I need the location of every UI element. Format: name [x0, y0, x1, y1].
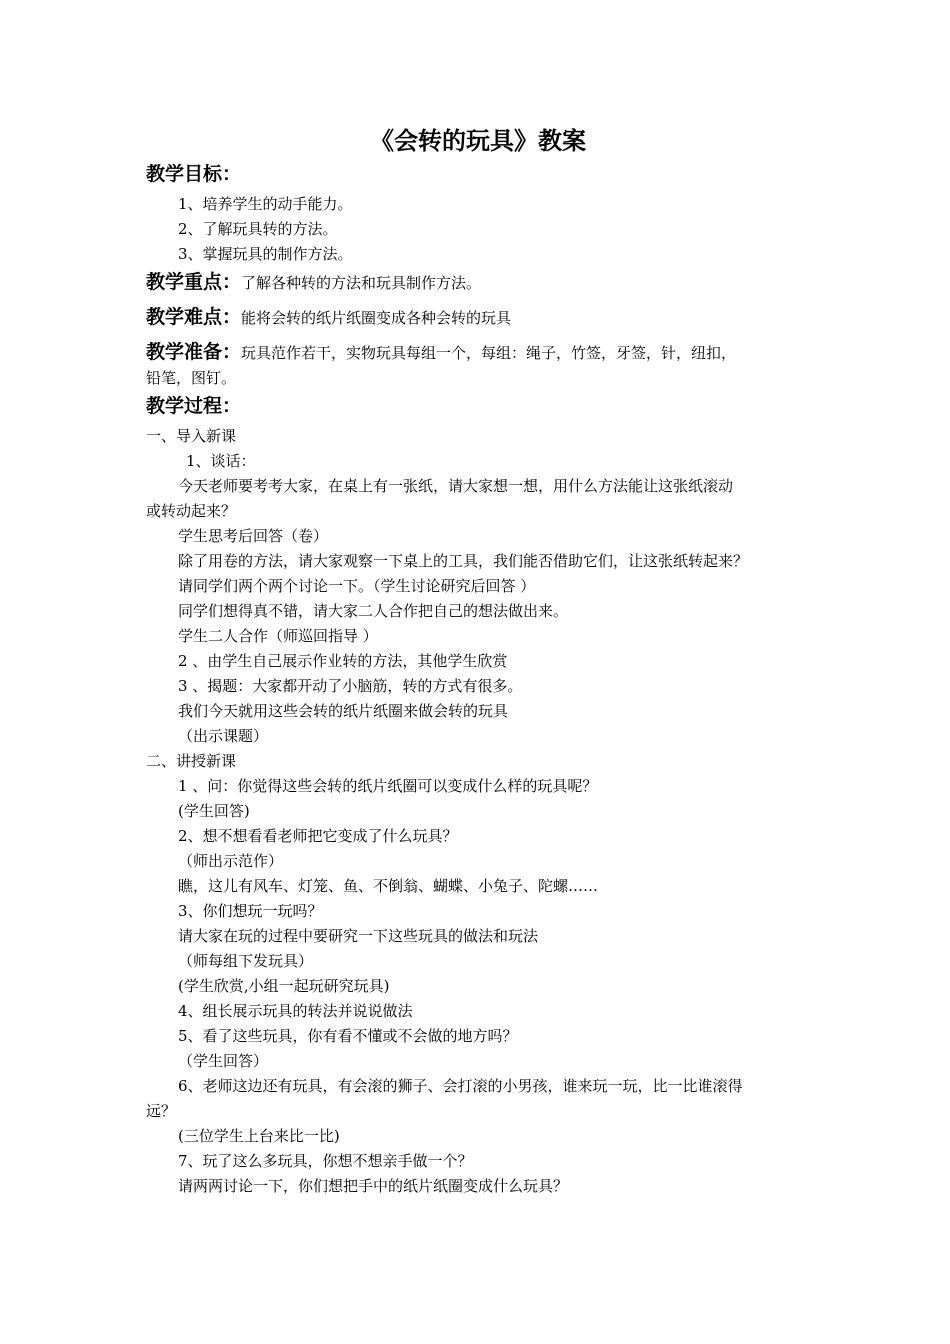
process-line: （师出示范作）: [178, 852, 284, 870]
process-line: 6、老师这边还有玩具，有会滚的狮子、会打滚的小男孩，谁来玩一玩，比一比谁滚得: [178, 1077, 743, 1095]
difficulty-row: [146, 306, 511, 329]
process-line: 3 、揭题：大家都开动了小脑筋，转的方式有很多。: [178, 677, 523, 695]
section-heading: 一、导入新课: [146, 427, 237, 445]
key-point-row: [146, 271, 481, 294]
process-line: （学生回答）: [178, 1052, 269, 1070]
process-line: 5、看了这些玩具，你有看不懂或不会做的地方吗？: [178, 1027, 518, 1045]
process-line: 2 、由学生自己展示作业转的方法，其他学生欣赏: [178, 652, 508, 670]
process-line: 或转动起来？: [146, 502, 237, 520]
process-line: 学生思考后回答（卷）: [178, 527, 329, 545]
goals-heading: 教学目标：: [146, 163, 242, 185]
process-line: 我们今天就用这些会转的纸片纸圈来做会转的玩具: [178, 702, 509, 720]
section-heading: 二、讲授新课: [146, 752, 237, 770]
goal-item: 2、了解玩具转的方法。: [178, 220, 338, 238]
difficulty-text: 能将会转的纸片纸圈变成各种会转的玩具: [241, 309, 512, 327]
process-line: (三位学生上台来比一比): [178, 1127, 340, 1145]
process-line: 远？: [146, 1102, 177, 1120]
difficulty-label: 教学难点：: [146, 306, 242, 328]
preparation-text: 玩具范作若干，实物玩具每组一个，每组：绳子，竹签，牙签，针，纽扣，: [241, 344, 737, 362]
process-line: 1 、问：你觉得这些会转的纸片纸圈可以变成什么样的玩具呢？: [178, 777, 598, 795]
process-line: （出示课题）: [178, 727, 269, 745]
process-heading: 教学过程：: [146, 395, 242, 417]
process-line: (学生回答): [178, 802, 250, 820]
process-line: 7、玩了这么多玩具，你想不想亲手做一个？: [178, 1152, 473, 1170]
process-line: 3、你们想玩一玩吗？: [178, 902, 323, 920]
process-line: 今天老师要考考大家，在桌上有一张纸，请大家想一想，用什么方法能让这张纸滚动: [178, 477, 734, 495]
process-line: 除了用卷的方法，请大家观察一下桌上的工具，我们能否借助它们，让这张纸转起来？: [178, 552, 749, 570]
document-title: 《会转的玩具》教案: [370, 127, 586, 155]
key-point-label: 教学重点：: [146, 271, 242, 293]
process-line: （师每组下发玩具）: [178, 952, 314, 970]
process-line: 同学们想得真不错，请大家二人合作把自己的想法做出来。: [178, 602, 569, 620]
process-line: 请同学们两个两个讨论一下。（学生讨论研究后回答 ）: [178, 577, 536, 595]
goal-item: 1、培养学生的动手能力。: [178, 195, 353, 213]
goal-item: 3、掌握玩具的制作方法。: [178, 245, 353, 263]
process-line: 4、组长展示玩具的转法并说说做法: [178, 1002, 413, 1020]
process-line: 学生二人合作（师巡回指导 ）: [178, 627, 378, 645]
process-line: 瞧，这儿有风车、灯笼、鱼、不倒翁、蝴蝶、小兔子、陀螺……: [178, 877, 599, 895]
process-line: 2、想不想看看老师把它变成了什么玩具？: [178, 827, 458, 845]
process-line: 请大家在玩的过程中要研究一下这些玩具的做法和玩法: [178, 927, 539, 945]
process-line: (学生欣赏,小组一起玩研究玩具): [178, 977, 390, 995]
preparation-row: [146, 341, 736, 364]
process-line: 请两两讨论一下，你们想把手中的纸片纸圈变成什么玩具？: [178, 1177, 569, 1195]
preparation-text-cont: 铅笔，图钉。: [146, 369, 237, 387]
process-line: 1、谈话：: [186, 452, 256, 470]
preparation-label: 教学准备：: [146, 341, 242, 363]
key-point-text: 了解各种转的方法和玩具制作方法。: [241, 274, 482, 292]
